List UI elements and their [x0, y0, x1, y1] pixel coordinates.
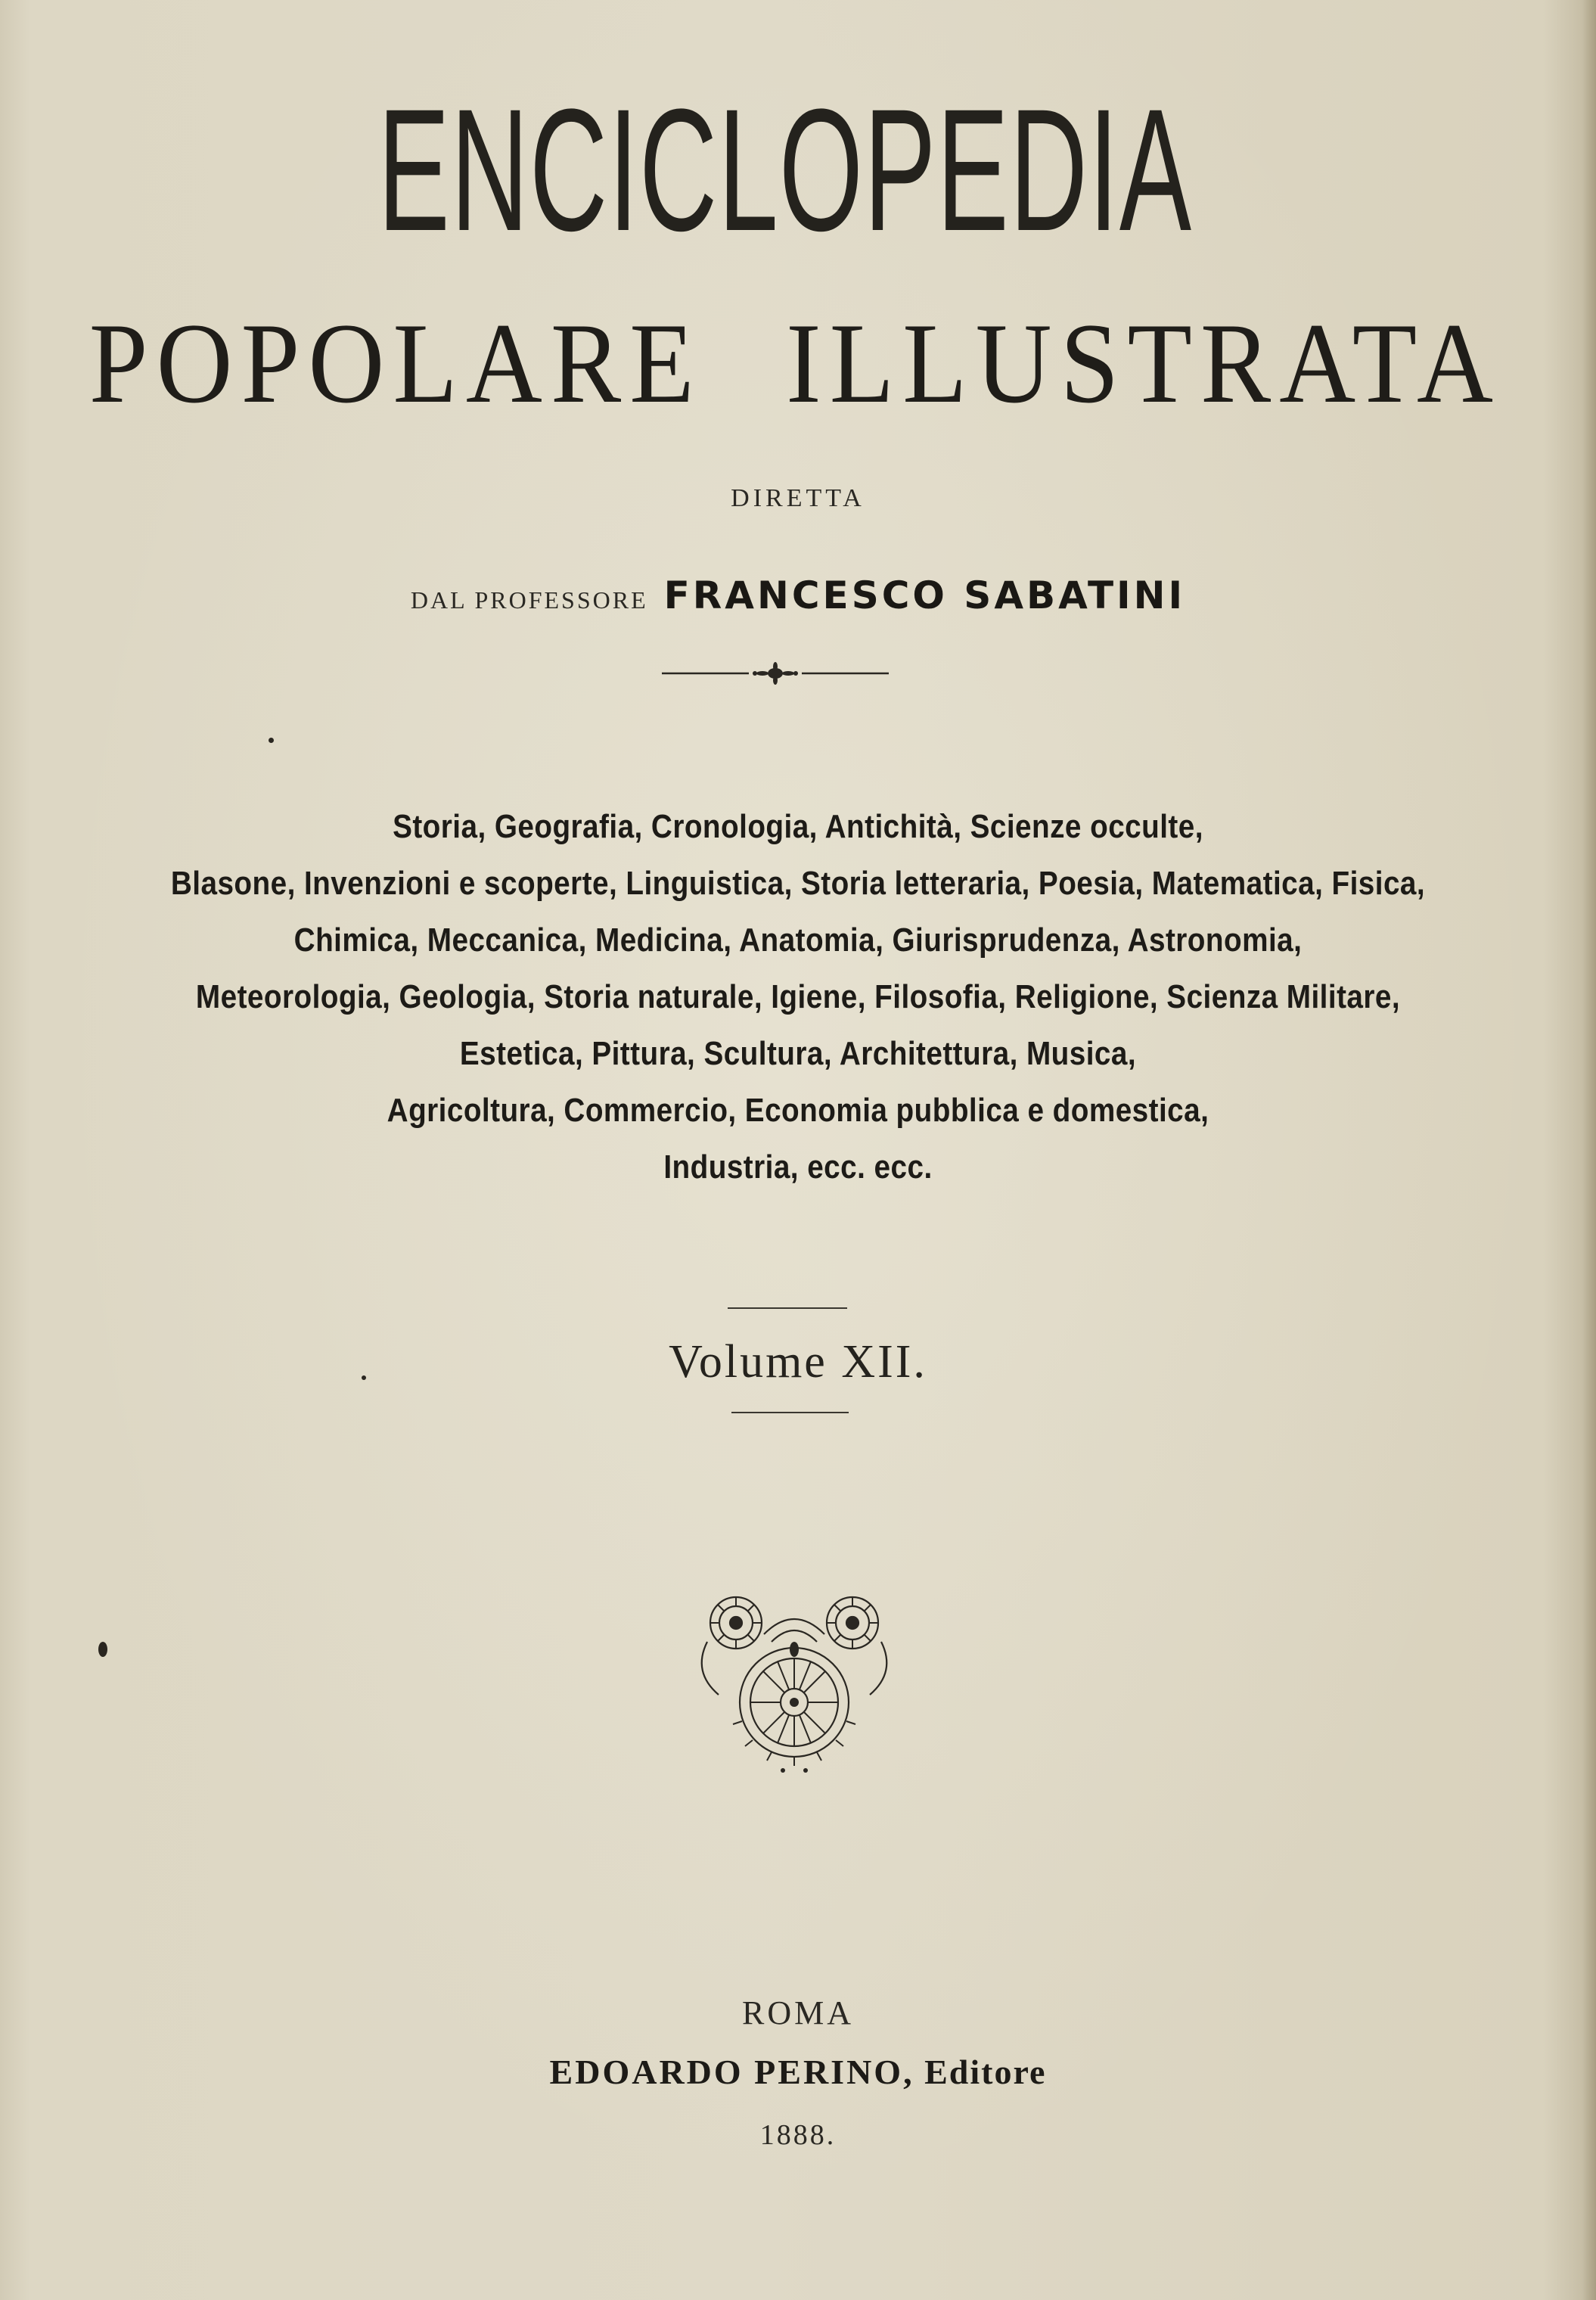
dash-fleuron-rule — [662, 658, 889, 688]
imprint-publisher-line — [0, 2052, 1596, 2092]
volume-rule-top — [728, 1307, 847, 1309]
diretta-label: DIRETTA — [731, 484, 865, 512]
ink-speck — [269, 738, 274, 743]
imprint-city: ROMA — [741, 1994, 855, 2031]
subject-line: Storia, Geografia, Cronologia, Antichità, Scienze occulte, — [393, 808, 1203, 845]
title-main: ENCICLOPEDIA — [377, 73, 1193, 267]
author-name: FRANCESCO SABATINI — [663, 573, 1186, 617]
subjects-list — [0, 798, 1596, 1195]
subject-line: Industria, ecc. ecc. — [663, 1148, 933, 1186]
title-subtitle: POPOLARE ILLUSTRATA — [88, 300, 1502, 427]
imprint-year: 1888. — [759, 2119, 837, 2151]
author-line — [0, 573, 1596, 617]
dal-professore-label: DAL PROFESSORE — [410, 586, 648, 614]
ink-speck — [362, 1375, 366, 1380]
subject-line: Blasone, Invenzioni e scoperte, Linguistica, Storia letteraria, Poesia, Matematica, Fisica, — [170, 865, 1426, 902]
floral-vignette — [677, 1589, 911, 1778]
subject-line: Meteorologia, Geologia, Storia naturale, Igiene, Filosofia, Religione, Scienza Militare, — [195, 978, 1401, 1015]
subject-line: Estetica, Pittura, Scultura, Architettura, Musica, — [459, 1035, 1137, 1072]
publisher-role: Editore — [924, 2053, 1047, 2091]
ink-speck — [98, 1642, 107, 1657]
subject-line: Agricoltura, Commercio, Economia pubblica e domestica, — [387, 1092, 1209, 1129]
subject-line: Chimica, Meccanica, Medicina, Anatomia, Giurisprudenza, Astronomia, — [293, 922, 1303, 959]
publisher-name: EDOARDO PERINO, — [549, 2053, 914, 2091]
volume-label: Volume XII. — [669, 1336, 927, 1388]
volume-rule-bottom — [731, 1412, 849, 1413]
